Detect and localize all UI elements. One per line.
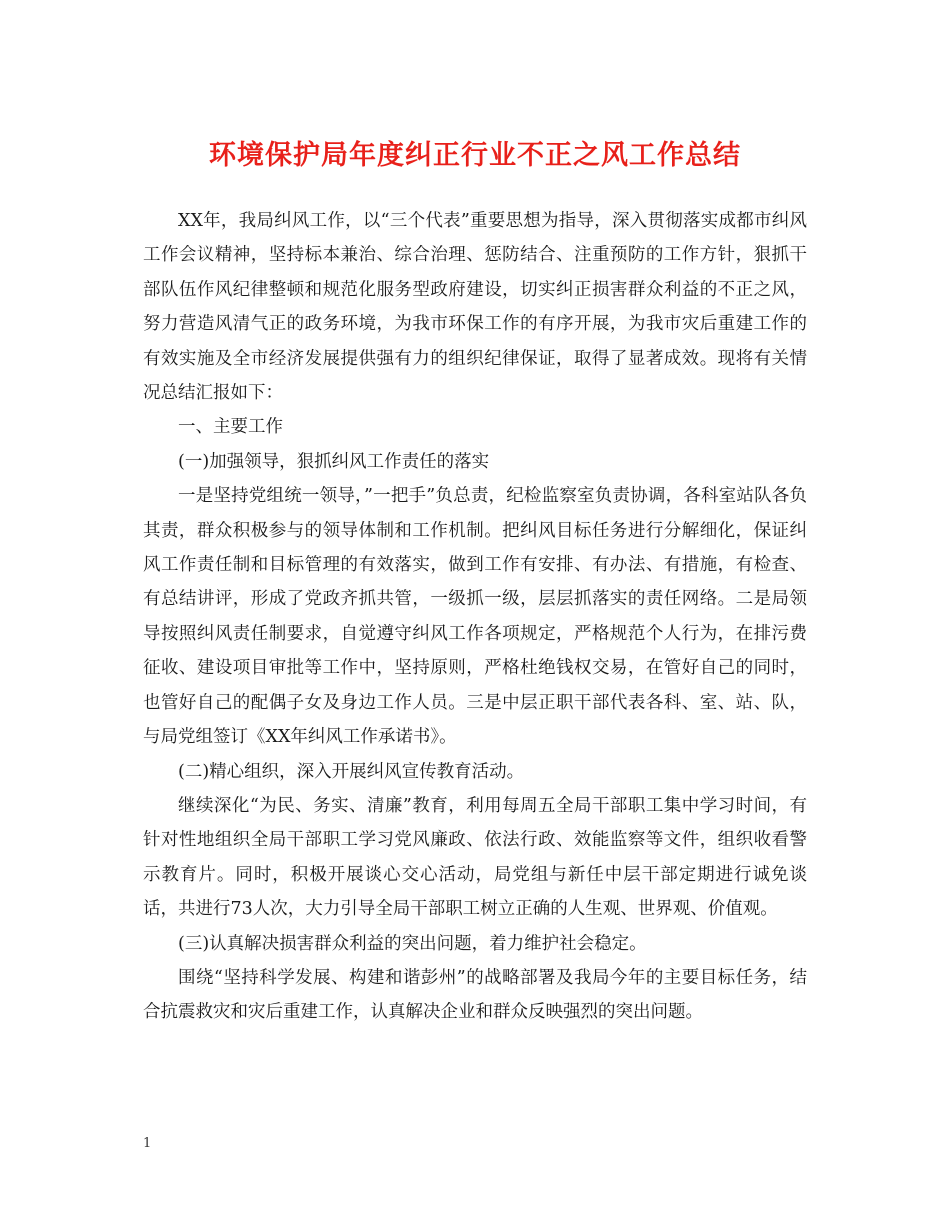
paragraph-stability: 围绕“坚持科学发展、构建和谐彭州”的战略部署及我局今年的主要目标任务，结合抗震救灾和灾后重建工作，认真解决企业和群众反映强烈的突出问题。 (143, 967, 807, 1023)
section-heading-main-work: 一、主要工作 (178, 417, 283, 438)
document-title: 环境保护局年度纠正行业不正之风工作总结 (209, 140, 741, 171)
subsection-heading-3: (三)认真解决损害群众利益的突出问题，着力维护社会稳定。 (178, 933, 647, 954)
paragraph-education: 继续深化“为民、务实、清廉”教育，利用每周五全局干部职工集中学习时间，有针对性地组织全局干部职工学习党风廉政、依法行政、效能监察等文件，组织收看警示教育片。同时，积极开展谈心交心活动，局党组与新任中层干部定期进行诚免谈话，共进行73人次，大力引导全局干部职工树立正确的人生观、世界观、价值观。 (143, 795, 807, 920)
paragraph-leadership: 一是坚持党组统一领导，”一把手”负总责，纪检监察室负责协调，各科室站队各负其责，群众积极参与的领导体制和工作机制。把纠风目标任务进行分解细化，保证纠风工作责任制和目标管理的有效落实，做到工作有安排、有办法、有措施，有检查、有总结讲评，形成了党政齐抓共管，一级抓一级，层层抓落实的责任网络。二是局领导按照纠风责任制要求，自觉遵守纠风工作各项规定，严格规范个人行为，在排污费征收、建设项目审批等工作中，坚持原则，严格杜绝钱权交易，在管好自己的同时，也管好自己的配偶子女及身边工作人员。三是中层正职干部代表各科、室、站、队，与局党组签订《XX年纠风工作承诺书》。 (143, 486, 807, 748)
document-body (143, 204, 807, 1030)
paragraph-intro: XX年，我局纠风工作，以“三个代表”重要思想为指导，深入贯彻落实成都市纠风工作会议精神，坚持标本兼治、综合治理、惩防结合、注重预防的工作方针，狠抓干部队伍作风纪律整顿和规范化服务型政府建设，切实纠正损害群众利益的不正之风，努力营造风清气正的政务环境，为我市环保工作的有序开展，为我市灾后重建工作的有效实施及全市经济发展提供强有力的组织纪律保证，取得了显著成效。现将有关情况总结汇报如下： (143, 211, 807, 404)
page-number: 1 (143, 1136, 152, 1151)
subsection-heading-2: (二)精心组织，深入开展纠风宣传教育活动。 (178, 761, 525, 782)
subsection-heading-1: (一)加强领导，狠抓纠风工作责任的落实 (178, 451, 490, 472)
